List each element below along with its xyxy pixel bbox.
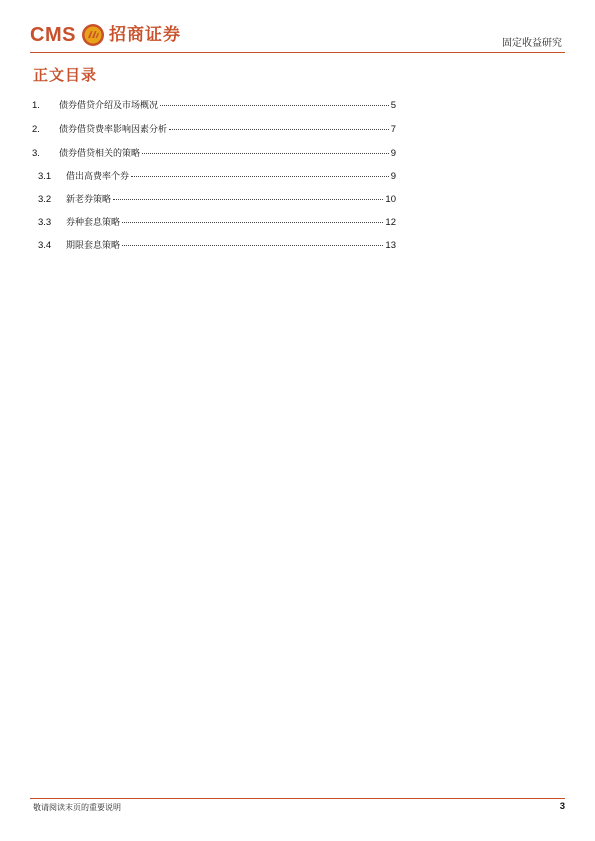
page-number: 3 [559,801,565,812]
toc-subentry[interactable] [32,215,396,231]
toc-entry-number: 3.4 [38,240,52,251]
toc-entry[interactable] [32,98,396,114]
toc-entry-number: 3. [32,148,40,159]
toc-entry-title: 债券借贷介绍及市场概况 [59,101,159,111]
footer-divider [30,798,565,799]
toc-entry-page: 5 [390,100,396,111]
toc-entry[interactable] [32,146,396,162]
toc-entry-page: 7 [390,124,396,135]
toc-entry-title: 期限套息策略 [66,241,121,251]
toc-entry-number: 2. [32,124,40,135]
cms-emblem-icon [81,23,105,47]
toc-entry[interactable] [32,122,396,138]
company-logo [30,21,181,49]
toc-dot-leader [113,199,383,200]
toc-entry-title: 借出高费率个券 [66,172,130,182]
toc-entry-page: 13 [385,240,396,251]
logo-cn-text: 招商证券 [108,25,181,45]
logo-cms-text: CMS [30,24,76,46]
toc-dot-leader [122,222,383,223]
toc-dot-leader [160,105,389,106]
header-divider [30,52,565,53]
toc-entry-page: 10 [385,194,396,205]
toc-entry-number: 3.1 [38,171,52,182]
toc-subentry[interactable] [32,192,396,208]
toc-dot-leader [131,176,389,177]
disclaimer-note: 敬请阅读末页的重要说明 [33,803,121,812]
toc-subentry[interactable] [32,238,396,254]
toc-entry-title: 券种套息策略 [66,218,121,228]
toc-subentry[interactable] [32,169,396,185]
toc-title: 正文目录 [33,66,98,84]
toc-entry-number: 3.2 [38,194,52,205]
toc-entry-page: 9 [390,148,396,159]
toc-dot-leader [169,129,389,130]
toc-entry-title: 新老券策略 [66,195,112,205]
toc-dot-leader [142,153,389,154]
toc-entry-number: 1. [32,100,40,111]
toc-entry-title: 债券借贷费率影响因素分析 [59,125,168,135]
toc-dot-leader [122,245,383,246]
toc-entry-page: 9 [390,171,396,182]
report-type-label: 固定收益研究 [502,38,562,49]
toc-entry-page: 12 [385,217,396,228]
toc-entry-number: 3.3 [38,217,52,228]
toc-entry-title: 债券借贷相关的策略 [59,149,141,159]
